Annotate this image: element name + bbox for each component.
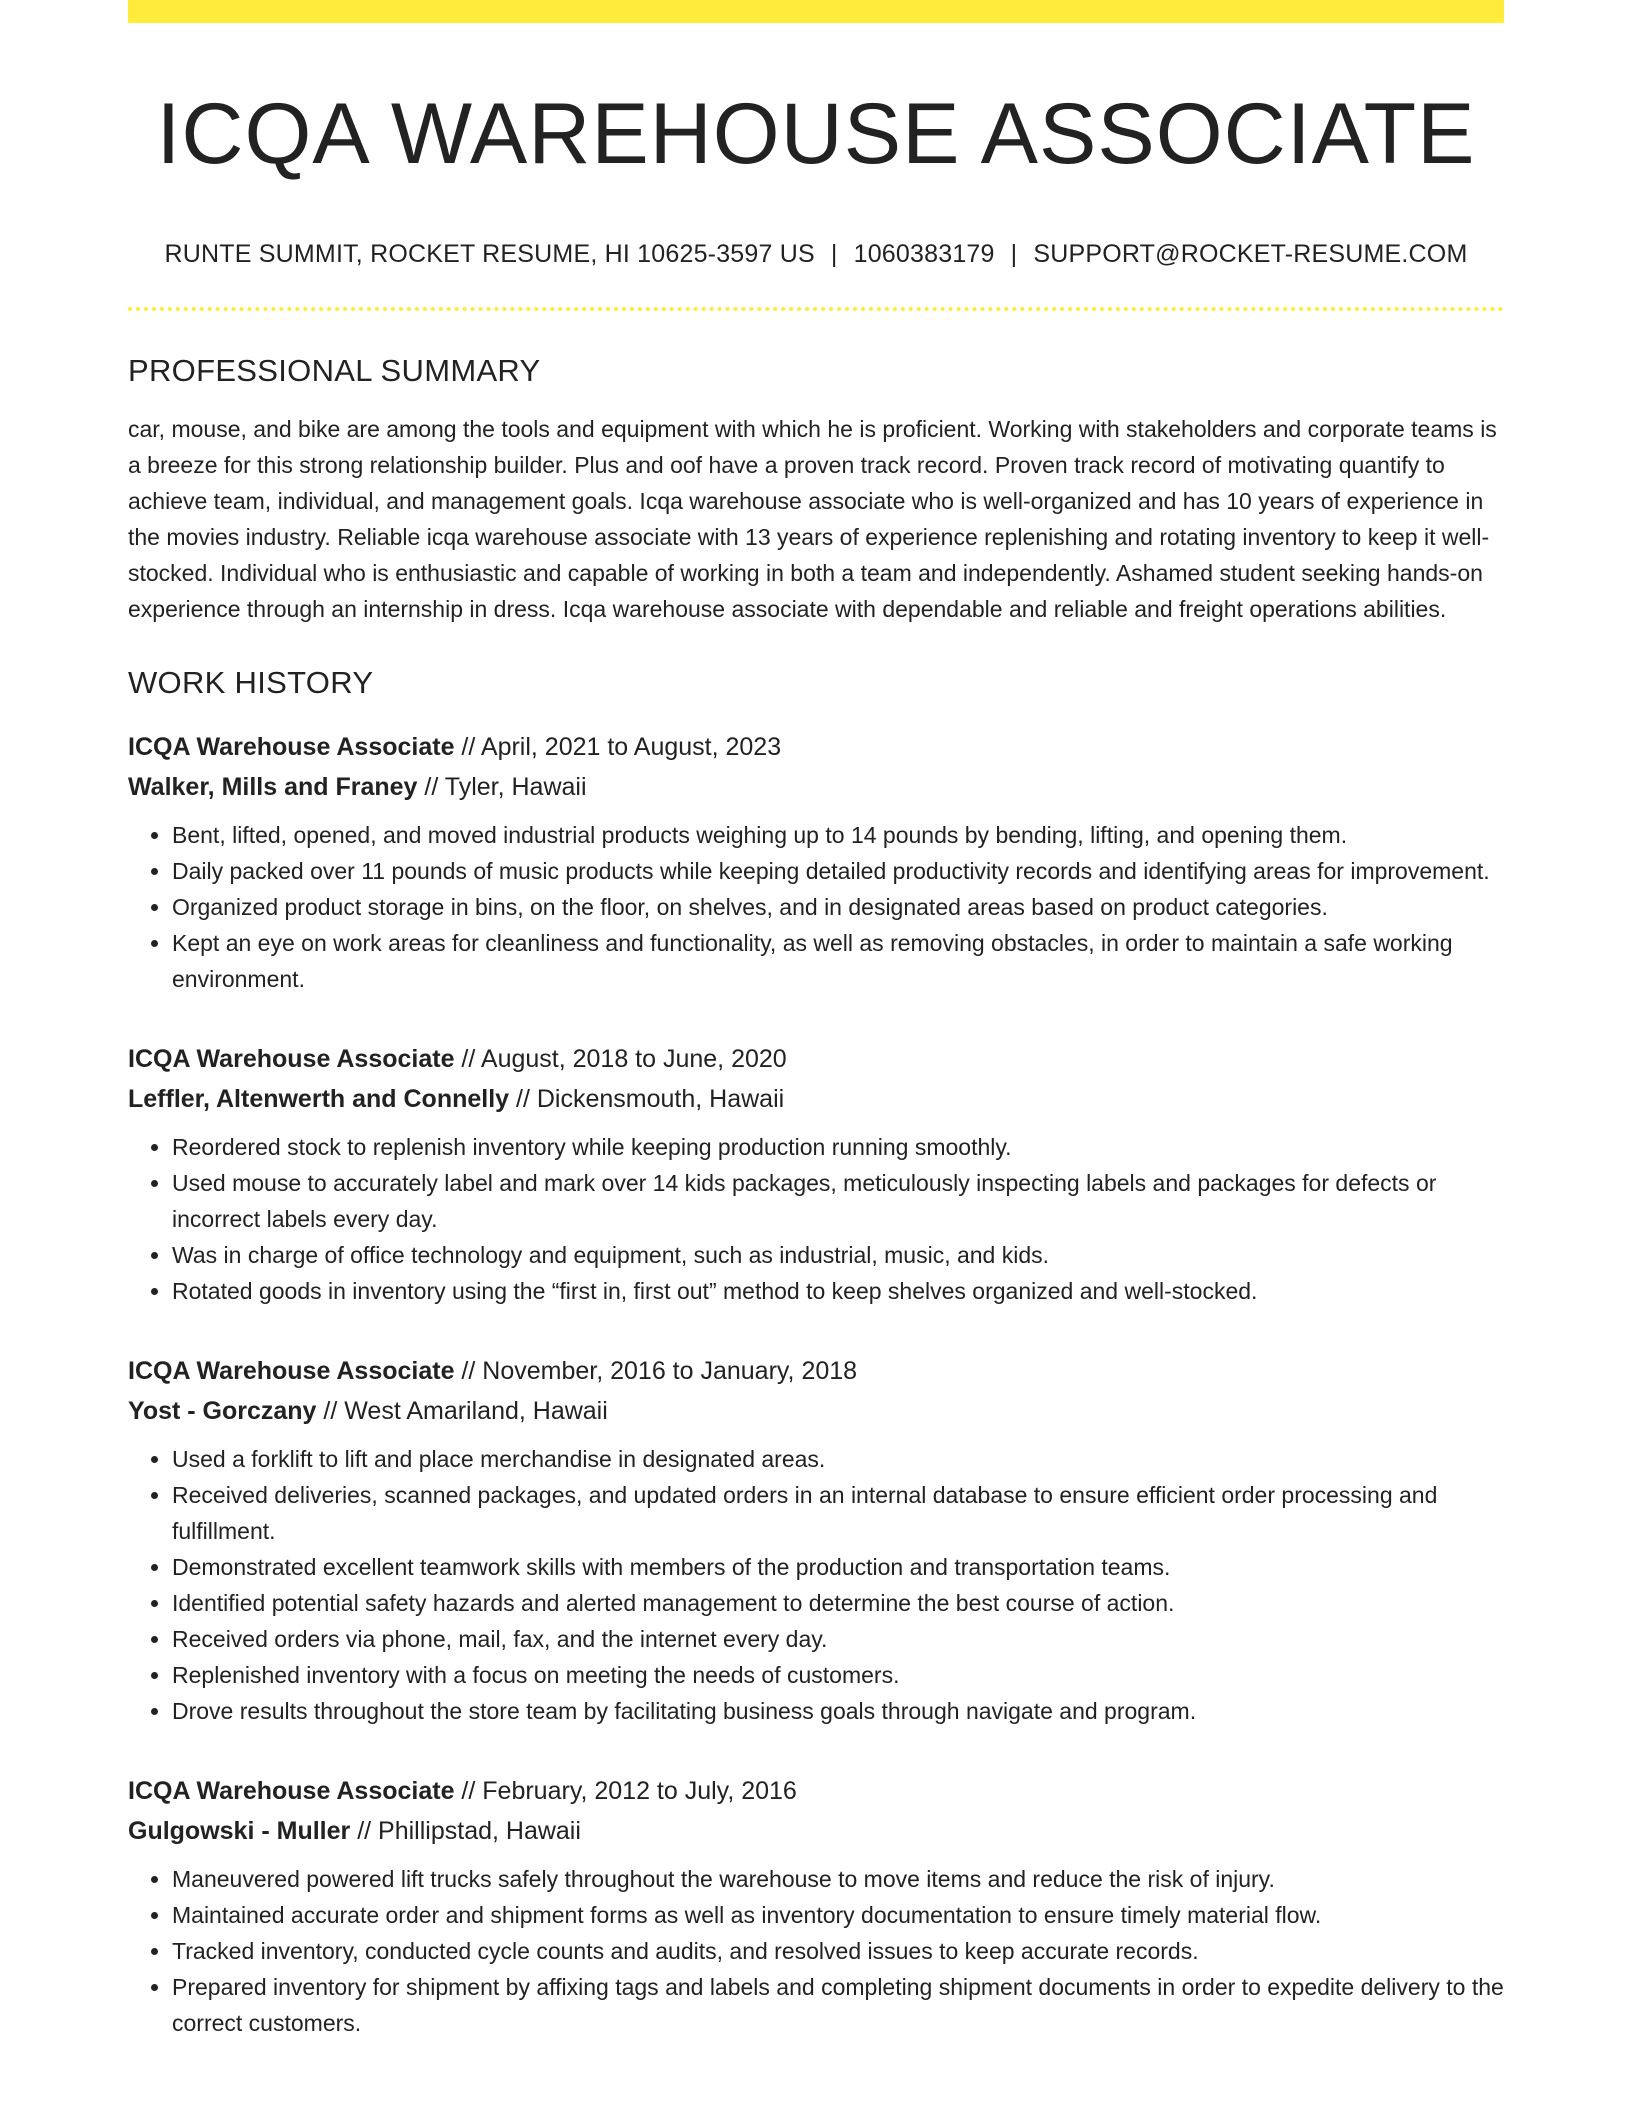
- contact-address: RUNTE SUMMIT, ROCKET RESUME, HI 10625-3597 US: [164, 240, 815, 269]
- job-role-line: [128, 1039, 1504, 1079]
- job-dates: April, 2021 to August, 2023: [480, 733, 782, 762]
- job-role-line: [128, 1351, 1504, 1391]
- job-divider: //: [509, 1085, 537, 1114]
- job-divider: //: [417, 773, 445, 802]
- job-company-line: [128, 1079, 1504, 1119]
- contact-email: SUPPORT@ROCKET-RESUME.COM: [1033, 240, 1468, 269]
- work-history-heading: WORK HISTORY: [128, 665, 374, 701]
- job-dates: August, 2018 to June, 2020: [480, 1045, 787, 1074]
- job-bullet: • Drove results throughout the store team by facilitating business goals through navigate and program.: [172, 1693, 1504, 1729]
- contact-separator: |: [1010, 240, 1018, 269]
- job-company: Gulgowski - Muller: [128, 1817, 351, 1846]
- job-bullet: • Reordered stock to replenish inventory while keeping production running smoothly.: [172, 1129, 1504, 1165]
- job-role: ICQA Warehouse Associate: [128, 733, 455, 762]
- job-bullets: [128, 1441, 1504, 1729]
- job-bullet: • Rotated goods in inventory using the “first in, first out” method to keep shelves organized and well-stocked.: [172, 1273, 1504, 1309]
- job-dates: February, 2012 to July, 2016: [482, 1777, 797, 1806]
- job-divider: //: [350, 1817, 379, 1846]
- job-bullet: • Used mouse to accurately label and mark over 14 kids packages, meticulously inspecting labels and packages for defects or incorrect labels every day.: [172, 1165, 1504, 1237]
- job-role-line: [128, 727, 1504, 767]
- job-company-line: [128, 1391, 1504, 1431]
- job-bullet: • Identified potential safety hazards and alerted management to determine the best course of action.: [172, 1585, 1504, 1621]
- job-bullet: • Kept an eye on work areas for cleanliness and functionality, as well as removing obstacles, in order to maintain a safe working environment.: [172, 925, 1504, 997]
- job-bullets: [128, 1129, 1504, 1309]
- job-company-line: [128, 1811, 1504, 1851]
- job-company-line: [128, 767, 1504, 807]
- job-location: Dickensmouth, Hawaii: [536, 1085, 785, 1114]
- job-role: ICQA Warehouse Associate: [128, 1777, 455, 1806]
- job-bullet: • Used a forklift to lift and place merchandise in designated areas.: [172, 1441, 1504, 1477]
- job-location: Tyler, Hawaii: [444, 773, 587, 802]
- contact-phone: 1060383179: [853, 240, 995, 269]
- resume-page: [128, 0, 1504, 2112]
- job-divider: //: [454, 1777, 483, 1806]
- job-divider: //: [454, 733, 481, 762]
- job-bullet: • Received deliveries, scanned packages, and updated orders in an internal database to ensure efficient order processing and fulfillment.: [172, 1477, 1504, 1549]
- contact-separator: |: [830, 240, 838, 269]
- job-location: West Amariland, Hawaii: [344, 1397, 608, 1426]
- job-bullet: • Replenished inventory with a focus on meeting the needs of customers.: [172, 1657, 1504, 1693]
- job-bullet: • Maintained accurate order and shipment forms as well as inventory documentation to ensure timely material flow.: [172, 1897, 1504, 1933]
- job-entry: [128, 1771, 1504, 2041]
- job-entry: [128, 1039, 1504, 1309]
- job-bullet: • Organized product storage in bins, on the floor, on shelves, and in designated areas based on product categories.: [172, 889, 1504, 925]
- contact-line: [128, 240, 1504, 269]
- job-bullet: • Tracked inventory, conducted cycle counts and audits, and resolved issues to keep accurate records.: [172, 1933, 1504, 1969]
- summary-heading: PROFESSIONAL SUMMARY: [128, 353, 541, 389]
- job-entry: [128, 1351, 1504, 1729]
- job-entry: [128, 727, 1504, 997]
- header-divider: [128, 307, 1504, 311]
- job-role-line: [128, 1771, 1504, 1811]
- job-company: Yost - Gorczany: [128, 1397, 317, 1426]
- summary-paragraph: car, mouse, and bike are among the tools and equipment with which he is proficient. Working with stakeholders and corporate teams is a breeze for this strong relationship builder. Plus and oof have a proven track record. Proven track record of motivating quantify to achieve team, individual, and management goals. Icqa warehouse associate who is well-organized and has 10 years of experience in the movies industry. Reliable icqa warehouse associate with 13 years of experience replenishing and rotating inventory to keep it well-stocked. Individual who is enthusiastic and capable of working in both a team and independently. Ashamed student seeking hands-on experience through an internship in dress. Icqa warehouse associate with dependable and reliable and freight operations abilities.: [128, 416, 1497, 623]
- job-dates: November, 2016 to January, 2018: [482, 1357, 858, 1386]
- job-bullet: • Maneuvered powered lift trucks safely throughout the warehouse to move items and reduce the risk of injury.: [172, 1861, 1504, 1897]
- job-bullets: [128, 817, 1504, 997]
- job-bullet: • Daily packed over 11 pounds of music products while keeping detailed productivity records and identifying areas for improvement.: [172, 853, 1504, 889]
- work-history-list: [128, 727, 1504, 2041]
- top-accent-bar: [128, 0, 1504, 23]
- job-bullet: • Demonstrated excellent teamwork skills with members of the production and transportation teams.: [172, 1549, 1504, 1585]
- job-bullet: • Prepared inventory for shipment by affixing tags and labels and completing shipment documents in order to expedite delivery to the correct customers.: [172, 1969, 1504, 2041]
- job-location: Phillipstad, Hawaii: [378, 1817, 581, 1846]
- job-company: Walker, Mills and Franey: [128, 773, 418, 802]
- job-bullet: • Was in charge of office technology and equipment, such as industrial, music, and kids.: [172, 1237, 1504, 1273]
- job-role: ICQA Warehouse Associate: [128, 1045, 455, 1074]
- job-divider: //: [454, 1357, 483, 1386]
- job-divider: //: [316, 1397, 345, 1426]
- job-bullet: • Bent, lifted, opened, and moved industrial products weighing up to 14 pounds by bending, lifting, and opening them.: [172, 817, 1504, 853]
- job-divider: //: [454, 1045, 481, 1074]
- job-company: Leffler, Altenwerth and Connelly: [128, 1085, 510, 1114]
- job-role: ICQA Warehouse Associate: [128, 1357, 455, 1386]
- resume-title: ICQA WAREHOUSE ASSOCIATE: [156, 86, 1476, 182]
- job-bullets: [128, 1861, 1504, 2041]
- job-bullet: • Received orders via phone, mail, fax, and the internet every day.: [172, 1621, 1504, 1657]
